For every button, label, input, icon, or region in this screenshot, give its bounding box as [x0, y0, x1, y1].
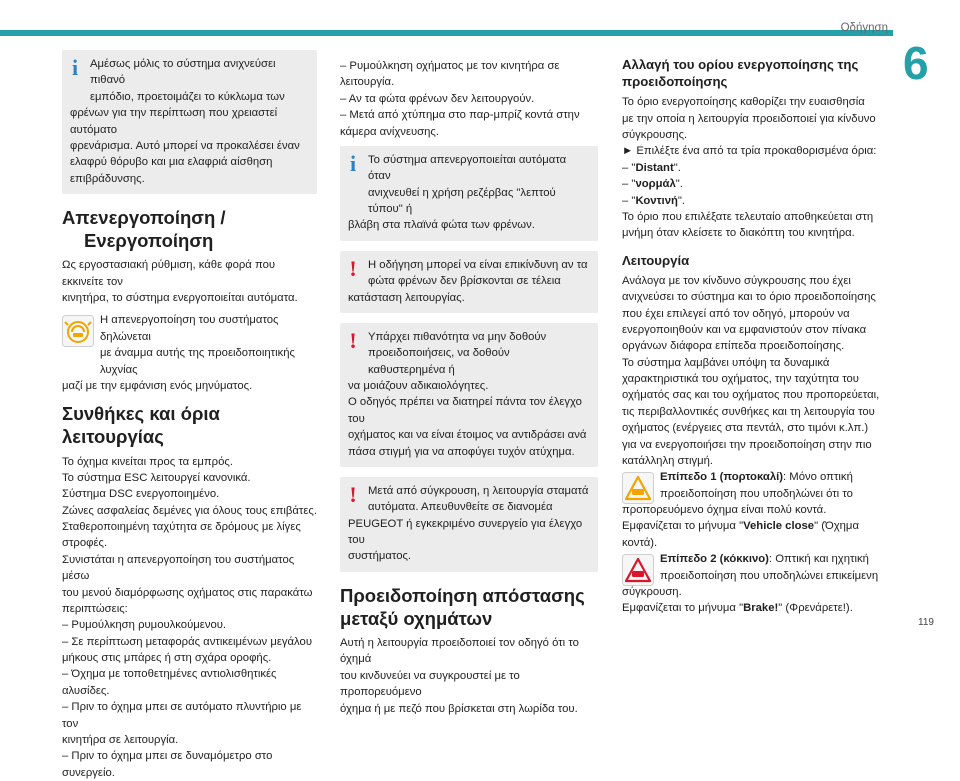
continued-list: – Ρυμούλκηση οχήματος με τον κινητήρα σε λειτουργία. – Αν τα φώτα φρένων δεν λειτουργούν. – Μετά από χτύπημα στο παρ-μπρίζ κοντά στην κάμερα ανίχνευσης. [340, 58, 598, 140]
section-heading-distance-alert: Προειδοποίηση απόστασης μεταξύ οχημάτων [340, 584, 598, 630]
warning-icon: ! [349, 330, 357, 352]
paragraph: Ανάλογα με τον κίνδυνο σύγκρουσης που έχει ανιχνεύσει το σύστημα και το όριο προειδοποίησης που έχει επιλεγεί από τον οδηγό, μπορούν να ενεργοποιηθούν και να εμφανιστούν στον πίνακα οργάνων διάφορα επίπεδα προειδοποίησης. Το σύστημα λαμβάνει υπόψη τα δυναμικά χαρακτηριστικά του οχήματος, την ταχύτητα του οχήματός σας και του οχήματος που προπορεύεται, τις περιβαλλοντικές συνθήκες και τη λειτουργία του οχήματος (ενέργειες στα πεντάλ, στο τιμόνι κ.λπ.) για να ενεργοποιήσει την προειδοποίηση στην πιο κατάλληλη στιγμή. [622, 273, 890, 470]
section-heading-operation: Λειτουργία [622, 252, 890, 269]
warning-note: ! Υπάρχει πιθανότητα να μην δοθούν προειδοποιήσεις, να δοθούν καθυστερημένα ή να μοιάζουν αδικαιολόγητες. Ο οδηγός πρέπει να διατηρεί πάντα τον έλεγχο του οχήματος και να είναι έτοιμος να αντιδράσει ανά πάσα στιγμή για να αποφύγει τυχόν ατύχημα. [340, 323, 598, 467]
warning-note: ! Η οδήγηση μπορεί να είναι επικίνδυνη αν τα φώτα φρένων δεν βρίσκονται σε τέλεια κατάσταση λειτουργίας. [340, 251, 598, 313]
orange-collision-alert-icon [622, 472, 654, 504]
red-collision-alert-icon [622, 554, 654, 586]
warning-lamp-icon [62, 315, 94, 347]
column-3 [622, 50, 890, 617]
section-heading-threshold: Αλλαγή του ορίου ενεργοποίησης της προειδοποίησης [622, 56, 890, 90]
alert-level-2: Επίπεδο 2 (κόκκινο): Οπτική και ηχητική προειδοποίηση που υποδηλώνει επικείμενη σύγκρουση. Εμφανίζεται το μήνυμα "Brake!" (Φρενάρετε!). [622, 551, 890, 617]
paragraph: Το όριο που επιλέξατε τελευταίο αποθηκεύεται στη μνήμη όταν κλείσετε το διακόπτη του κινητήρα. [622, 209, 890, 242]
info-note [62, 50, 317, 194]
chapter-number: 6 [903, 40, 929, 86]
column-1 [62, 50, 317, 781]
paragraph-with-lamp: Η απενεργοποίηση του συστήματος δηλώνεται με άναμμα αυτής της προειδοποιητικής λυχνίας μαζί με την εμφάνιση ενός μηνύματος. [62, 312, 317, 394]
paragraph: Ως εργοστασιακή ρύθμιση, κάθε φορά που εκκινείτε τον κινητήρα, το σύστημα ενεργοποιείται αυτόματα. [62, 257, 317, 306]
section-heading-conditions: Συνθήκες και όρια λειτουργίας [62, 402, 317, 448]
column-2 [340, 50, 598, 717]
header-accent-bar [0, 30, 893, 36]
info-icon: i [71, 57, 79, 79]
paragraph: Το όριο ενεργοποίησης καθορίζει την ευαισθησία με την οποία η λειτουργία προειδοποιεί για κίνδυνο σύγκρουσης. ► Επιλέξτε ένα από τα τρία προκαθορισμένα όρια: – "Distant". – "νορμάλ". – "Κοντινή". [622, 94, 890, 209]
page-number: 119 [918, 616, 934, 631]
option-item: – "νορμάλ". [622, 176, 890, 192]
conditions-list: Το όχημα κινείται προς τα εμπρός. Το σύστημα ESC λειτουργεί κανονικά. Σύστημα DSC ενεργοποιημένο. Ζώνες ασφαλείας δεμένες για όλους τους επιβάτες. Σταθεροποιημένη ταχύτητα σε δρόμους με λίγες στροφές. Συνιστάται η απενεργοποίηση του συστήματος μέσω του μενού διαμόρφωσης οχήματος στις παρακάτω περιπτώσεις: – Ρυμούλκηση ρυμουλκούμενου. – Σε περίπτωση μεταφοράς αντικειμένων μεγάλου μήκους στις μπάρες ή στη σχάρα οροφής. – Όχημα με τοποθετημένες αντιολισθητικές αλυσίδες. – Πριν το όχημα μπει σε αυτόματο πλυντήριο με τον κινητήρα σε λειτουργία. – Πριν το όχημα μπει σε δυναμόμετρο στο συνεργείο. [62, 454, 317, 781]
section-heading-deactivation: Απενεργοποίηση / Ενεργοποίηση [62, 206, 317, 252]
option-item: – "Distant". [622, 160, 890, 176]
instruction-step: ► Επιλέξτε ένα από τα τρία προκαθορισμένα όρια: [622, 143, 890, 159]
warning-icon: ! [349, 484, 357, 506]
warning-note: ! Μετά από σύγκρουση, η λειτουργία σταματά αυτόματα. Απευθυνθείτε σε διανομέα PEUGEOT ή εγκεκριμένο συνεργείο για έλεγχο του συστήματος. [340, 477, 598, 572]
section-title: Οδήγηση [841, 20, 888, 37]
info-note: i Το σύστημα απενεργοποιείται αυτόματα όταν ανιχνευθεί η χρήση ρεζέρβας "λεπτού τύπου" ή βλάβη στα πλαϊνά φώτα των φρένων. [340, 146, 598, 241]
option-item: – "Κοντινή". [622, 193, 890, 209]
info-note-text: Αμέσως μόλις το σύστημα ανιχνεύσει πιθανό εμπόδιο, προετοιμάζει το κύκλωμα των φρένων για την περίπτωση που χρειαστεί αυτόματο φρενάρισμα. Αυτό μπορεί να προκαλέσει έναν ελαφρύ θόρυβο και μια ελαφριά αίσθηση επιβράδυνσης. [70, 56, 309, 187]
alert-level-1: Επίπεδο 1 (πορτοκαλί): Μόνο οπτική προειδοποίηση που υποδηλώνει ότι το προπορευόμενο όχημα είναι πολύ κοντά. Εμφανίζεται το μήνυμα "Vehicle close" (Όχημα κοντά). [622, 469, 890, 551]
warning-icon: ! [349, 258, 357, 280]
info-icon: i [349, 153, 357, 175]
paragraph: Αυτή η λειτουργία προειδοποιεί τον οδηγό ότι το όχημά του κινδυνεύει να συγκρουστεί με το προπορευόμενο όχημα ή με πεζό που βρίσκεται στη λωρίδα του. [340, 635, 598, 717]
